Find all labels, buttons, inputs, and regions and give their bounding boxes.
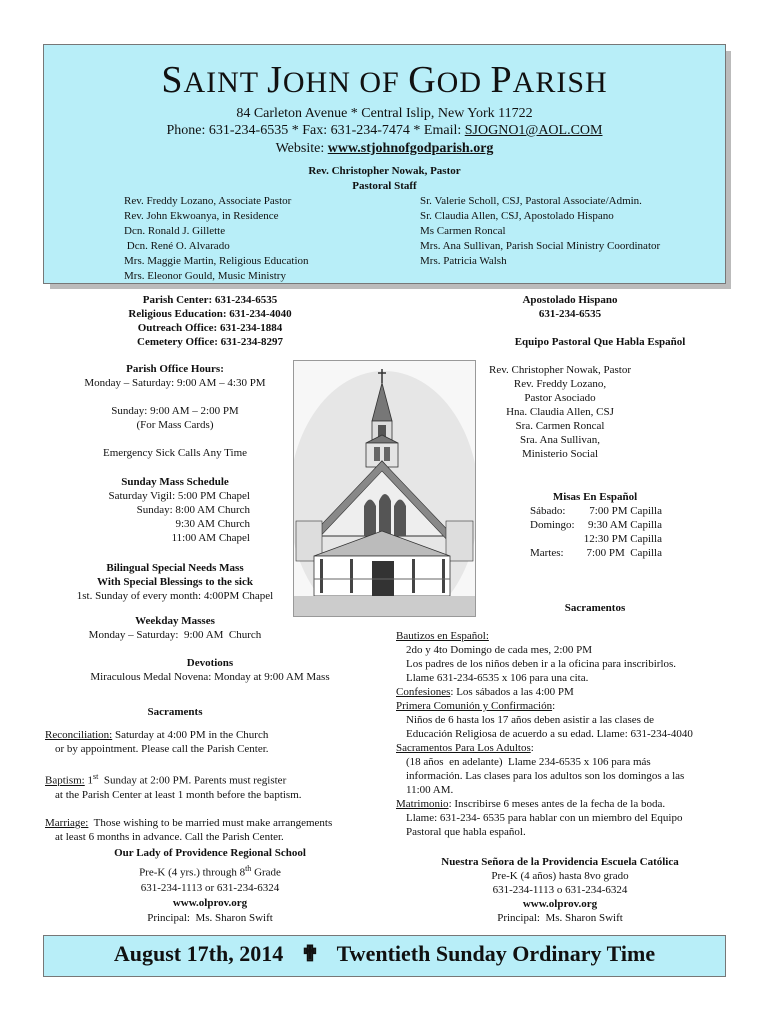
sacramentos-title: Sacramentos [564, 602, 626, 614]
office-hours [60, 362, 290, 460]
confesiones [396, 685, 726, 699]
adultos-text: (18 años en adelante) Llame 234-6535 x 106 para más [406, 756, 651, 768]
footer-line [43, 941, 726, 967]
office-hours-note: (For Mass Cards) [136, 419, 214, 431]
comunion-text: Educación Religiosa de acuerdo a su edad. Llame: 631-234-4040 [406, 728, 693, 740]
office-line: Religious Education: 631-234-4040 [128, 308, 292, 320]
staff-member: Dcn. René O. Alvarado [124, 240, 230, 252]
weekday-line: Monday – Saturday: 9:00 AM Church [88, 629, 262, 641]
office-line: Parish Center: 631-234-6535 [142, 294, 278, 306]
office-numbers [60, 293, 360, 349]
bilingual-schedule: 1st. Sunday of every month: 4:00PM Chapel [76, 590, 274, 602]
misa-time: 9:30 AM Capilla [588, 519, 662, 531]
misas-title: Misas En Español [552, 491, 638, 503]
staff-member: Dcn. Ronald J. Gillette [124, 225, 226, 237]
misa-day: Sábado: [530, 505, 566, 517]
bautizos-text: 2do y 4to Domingo de cada mes, 2:00 PM [406, 644, 593, 656]
misas-table [530, 504, 662, 560]
school-en-principal: Principal: Ms. Sharon Swift [147, 911, 273, 924]
grades-text: Pre-K (4 yrs.) through 8 [139, 866, 246, 879]
website-link[interactable]: www.stjohnofgodparish.org [327, 141, 494, 156]
bilingual-subtitle: With Special Blessings to the sick [97, 576, 253, 588]
staff-member: Mrs. Patricia Walsh [420, 255, 507, 267]
mass-line: Sunday: 8:00 AM Church [136, 504, 250, 516]
church-illustration [294, 361, 475, 616]
equipo-member: Pastor Asociado [524, 392, 596, 404]
school-es-principal: Principal: Ms. Sharon Swift [497, 912, 623, 924]
equipo-member: Ministerio Social [521, 448, 599, 460]
staff-member: Mrs. Eleonor Gould, Music Ministry [124, 270, 286, 282]
baptism-sup: st [92, 772, 99, 781]
cross-icon: ✟ [300, 941, 320, 966]
equipo-member: Rev. Christopher Nowak, Pastor [489, 364, 631, 376]
misa-time: 7:00 PM Capilla [586, 547, 662, 559]
mass-line: Saturday Vigil: 5:00 PM Chapel [108, 490, 250, 502]
weekday-title: Weekday Masses [135, 615, 215, 627]
office-line: Outreach Office: 631-234-1884 [137, 322, 283, 334]
marriage-text: Those wishing to be married must make arrangements [88, 816, 333, 829]
reconciliation-text: Saturday at 4:00 PM in the Church [112, 729, 269, 741]
comunion-label: Primera Comunión y Confirmación [396, 700, 553, 712]
comunion [396, 699, 726, 713]
apostolado-phone: 631-234-6535 [538, 308, 602, 320]
misa-time: 7:00 PM Capilla [589, 505, 662, 517]
school-en [60, 846, 360, 926]
staff-right [420, 194, 660, 269]
adultos-text: información. Las clases para los adultos son los domingos a las [406, 770, 685, 782]
bautizos-text: Los padres de los niños deben ir a la oficina para inscribirlos. [406, 658, 677, 670]
staff-member: Rev. Freddy Lozano, Associate Pastor [124, 195, 292, 207]
footer-date: August 17th, 2014 [113, 941, 284, 966]
mass-line: 11:00 AM Chapel [171, 532, 250, 544]
address: 84 Carleton Avenue * Central Islip, New York 11722 [236, 106, 533, 121]
staff-member: Sr. Valerie Scholl, CSJ, Pastoral Associate/Admin. [420, 195, 642, 207]
equipo-member: Sra. Carmen Roncal [515, 420, 605, 432]
baptism [45, 770, 390, 788]
sacraments-en-body [45, 728, 390, 844]
reconciliation-text: or by appointment. Please call the Parish Center. [55, 743, 269, 755]
equipo-member: Rev. Freddy Lozano, [513, 378, 607, 390]
reconciliation-label: Reconciliation: [45, 729, 113, 741]
misa-row [530, 518, 662, 532]
marriage [45, 816, 390, 830]
devotions-line: Miraculous Medal Novena: Monday at 9:00 AM Mass [90, 671, 330, 683]
school-es-web[interactable]: www.olprov.org [522, 898, 598, 910]
bautizos-text: Llame 631-234-6535 x 106 para una cita. [406, 672, 589, 684]
adultos [396, 741, 726, 755]
staff-heading: Pastoral Staff [352, 180, 417, 192]
misa-row [530, 504, 662, 518]
staff-left [124, 194, 309, 284]
adultos-label: Sacramentos Para Los Adultos [396, 742, 531, 754]
misa-time: 12:30 PM Capilla [583, 533, 662, 545]
matrimonio-label: Matrimonio [396, 798, 449, 810]
baptism-text: at the Parish Center at least 1 month before the baptism. [55, 788, 302, 801]
school-es [400, 855, 720, 925]
sunday-mass-title: Sunday Mass Schedule [121, 476, 229, 488]
email-link[interactable]: SJOGNO1@AOL.COM [464, 123, 603, 138]
comunion-text: Niños de 6 hasta los 17 años deben asistir a las clases de [406, 714, 655, 726]
school-en-web[interactable]: www.olprov.org [172, 896, 248, 909]
website-line: Website: www.stjohnofgodparish.org [275, 141, 494, 156]
devotions [50, 656, 370, 684]
confesiones-text: : Los sábados a las 4:00 PM [450, 686, 574, 698]
school-en-title: Our Lady of Providence Regional School [114, 847, 306, 859]
office-hours-title: Parish Office Hours: [126, 363, 224, 375]
school-en-phones: 631-234-1113 or 631-234-6324 [140, 881, 280, 894]
reconciliation [45, 728, 390, 742]
church-image [293, 360, 476, 617]
misa-row [530, 532, 662, 546]
bautizos-label: Bautizos en Español: [396, 630, 489, 642]
equipo-heading: Equipo Pastoral Que Habla Español [514, 336, 686, 348]
school-es-title: Nuestra Señora de la Providencia Escuela Católica [441, 856, 679, 868]
comunion-colon: : [552, 700, 556, 712]
devotions-title: Devotions [186, 657, 234, 669]
office-line: Cemetery Office: 631-234-8297 [137, 336, 283, 348]
office-hours-sunday: Sunday: 9:00 AM – 2:00 PM [111, 405, 239, 417]
pastor: Rev. Christopher Nowak, Pastor [308, 165, 461, 177]
misa-day: Martes: [530, 547, 564, 559]
matrimonio-text: Pastoral que habla español. [406, 826, 526, 838]
mass-line: 9:30 AM Church [175, 518, 250, 530]
misa-day: Domingo: [530, 519, 575, 531]
equipo-member: Hna. Claudia Allen, CSJ [506, 406, 614, 418]
matrimonio [396, 797, 726, 811]
grades-text: Grade [251, 866, 281, 879]
staff-member: Mrs. Maggie Martin, Religious Education [124, 255, 309, 267]
staff-member: Mrs. Ana Sullivan, Parish Social Ministry Coordinator [420, 240, 661, 252]
grades-sup: th [245, 864, 252, 873]
bilingual-title: Bilingual Special Needs Mass [106, 562, 244, 574]
marriage-label: Marriage: [45, 816, 89, 829]
adultos-text: 11:00 AM. [406, 784, 454, 796]
marriage-text: at least 6 months in advance. Call the Parish Center. [55, 830, 284, 843]
footer-occasion: Twentieth Sunday Ordinary Time [336, 941, 656, 966]
confesiones-label: Confesiones [396, 686, 451, 698]
school-en-grades [60, 861, 360, 881]
contact-line: Phone: 631-234-6535 * Fax: 631-234-7474 * Email: SJOGNO1@AOL.COM [166, 123, 603, 138]
bilingual-mass [50, 561, 300, 603]
sacramentos-es-body [396, 629, 726, 839]
staff-member: Rev. John Ekwoanya, in Residence [124, 210, 279, 222]
matrimonio-text: : Inscribirse 6 meses antes de la fecha de la boda. [448, 798, 666, 810]
staff-member: Ms Carmen Roncal [420, 225, 506, 237]
baptism-text: 1 [84, 774, 93, 787]
office-hours-weekday: Monday – Saturday: 9:00 AM – 4:30 PM [84, 377, 266, 389]
apostolado-title: Apostolado Hispano [522, 294, 618, 306]
sunday-mass-lines [60, 489, 250, 545]
school-es-phones: 631-234-1113 o 631-234-6324 [492, 884, 628, 896]
parish-title: SAINT JOHN OF GOD PARISH [161, 59, 608, 101]
misa-row [530, 546, 662, 560]
weekday-masses [50, 614, 300, 642]
baptism-label: Baptism: [45, 774, 85, 787]
baptism-text: Sunday at 2:00 PM. Parents must register [98, 774, 287, 787]
staff-member: Sr. Claudia Allen, CSJ, Apostolado Hispano [420, 210, 614, 222]
sacraments-title: Sacraments [147, 706, 203, 718]
school-es-grades: Pre-K (4 años) hasta 8vo grado [491, 870, 629, 882]
adultos-colon: : [530, 742, 534, 754]
equipo-member: Sra. Ana Sullivan, [519, 434, 601, 446]
matrimonio-text: Llame: 631-234- 6535 para hablar con un miembro del Equipo [406, 812, 683, 824]
emergency-line: Emergency Sick Calls Any Time [102, 447, 248, 459]
